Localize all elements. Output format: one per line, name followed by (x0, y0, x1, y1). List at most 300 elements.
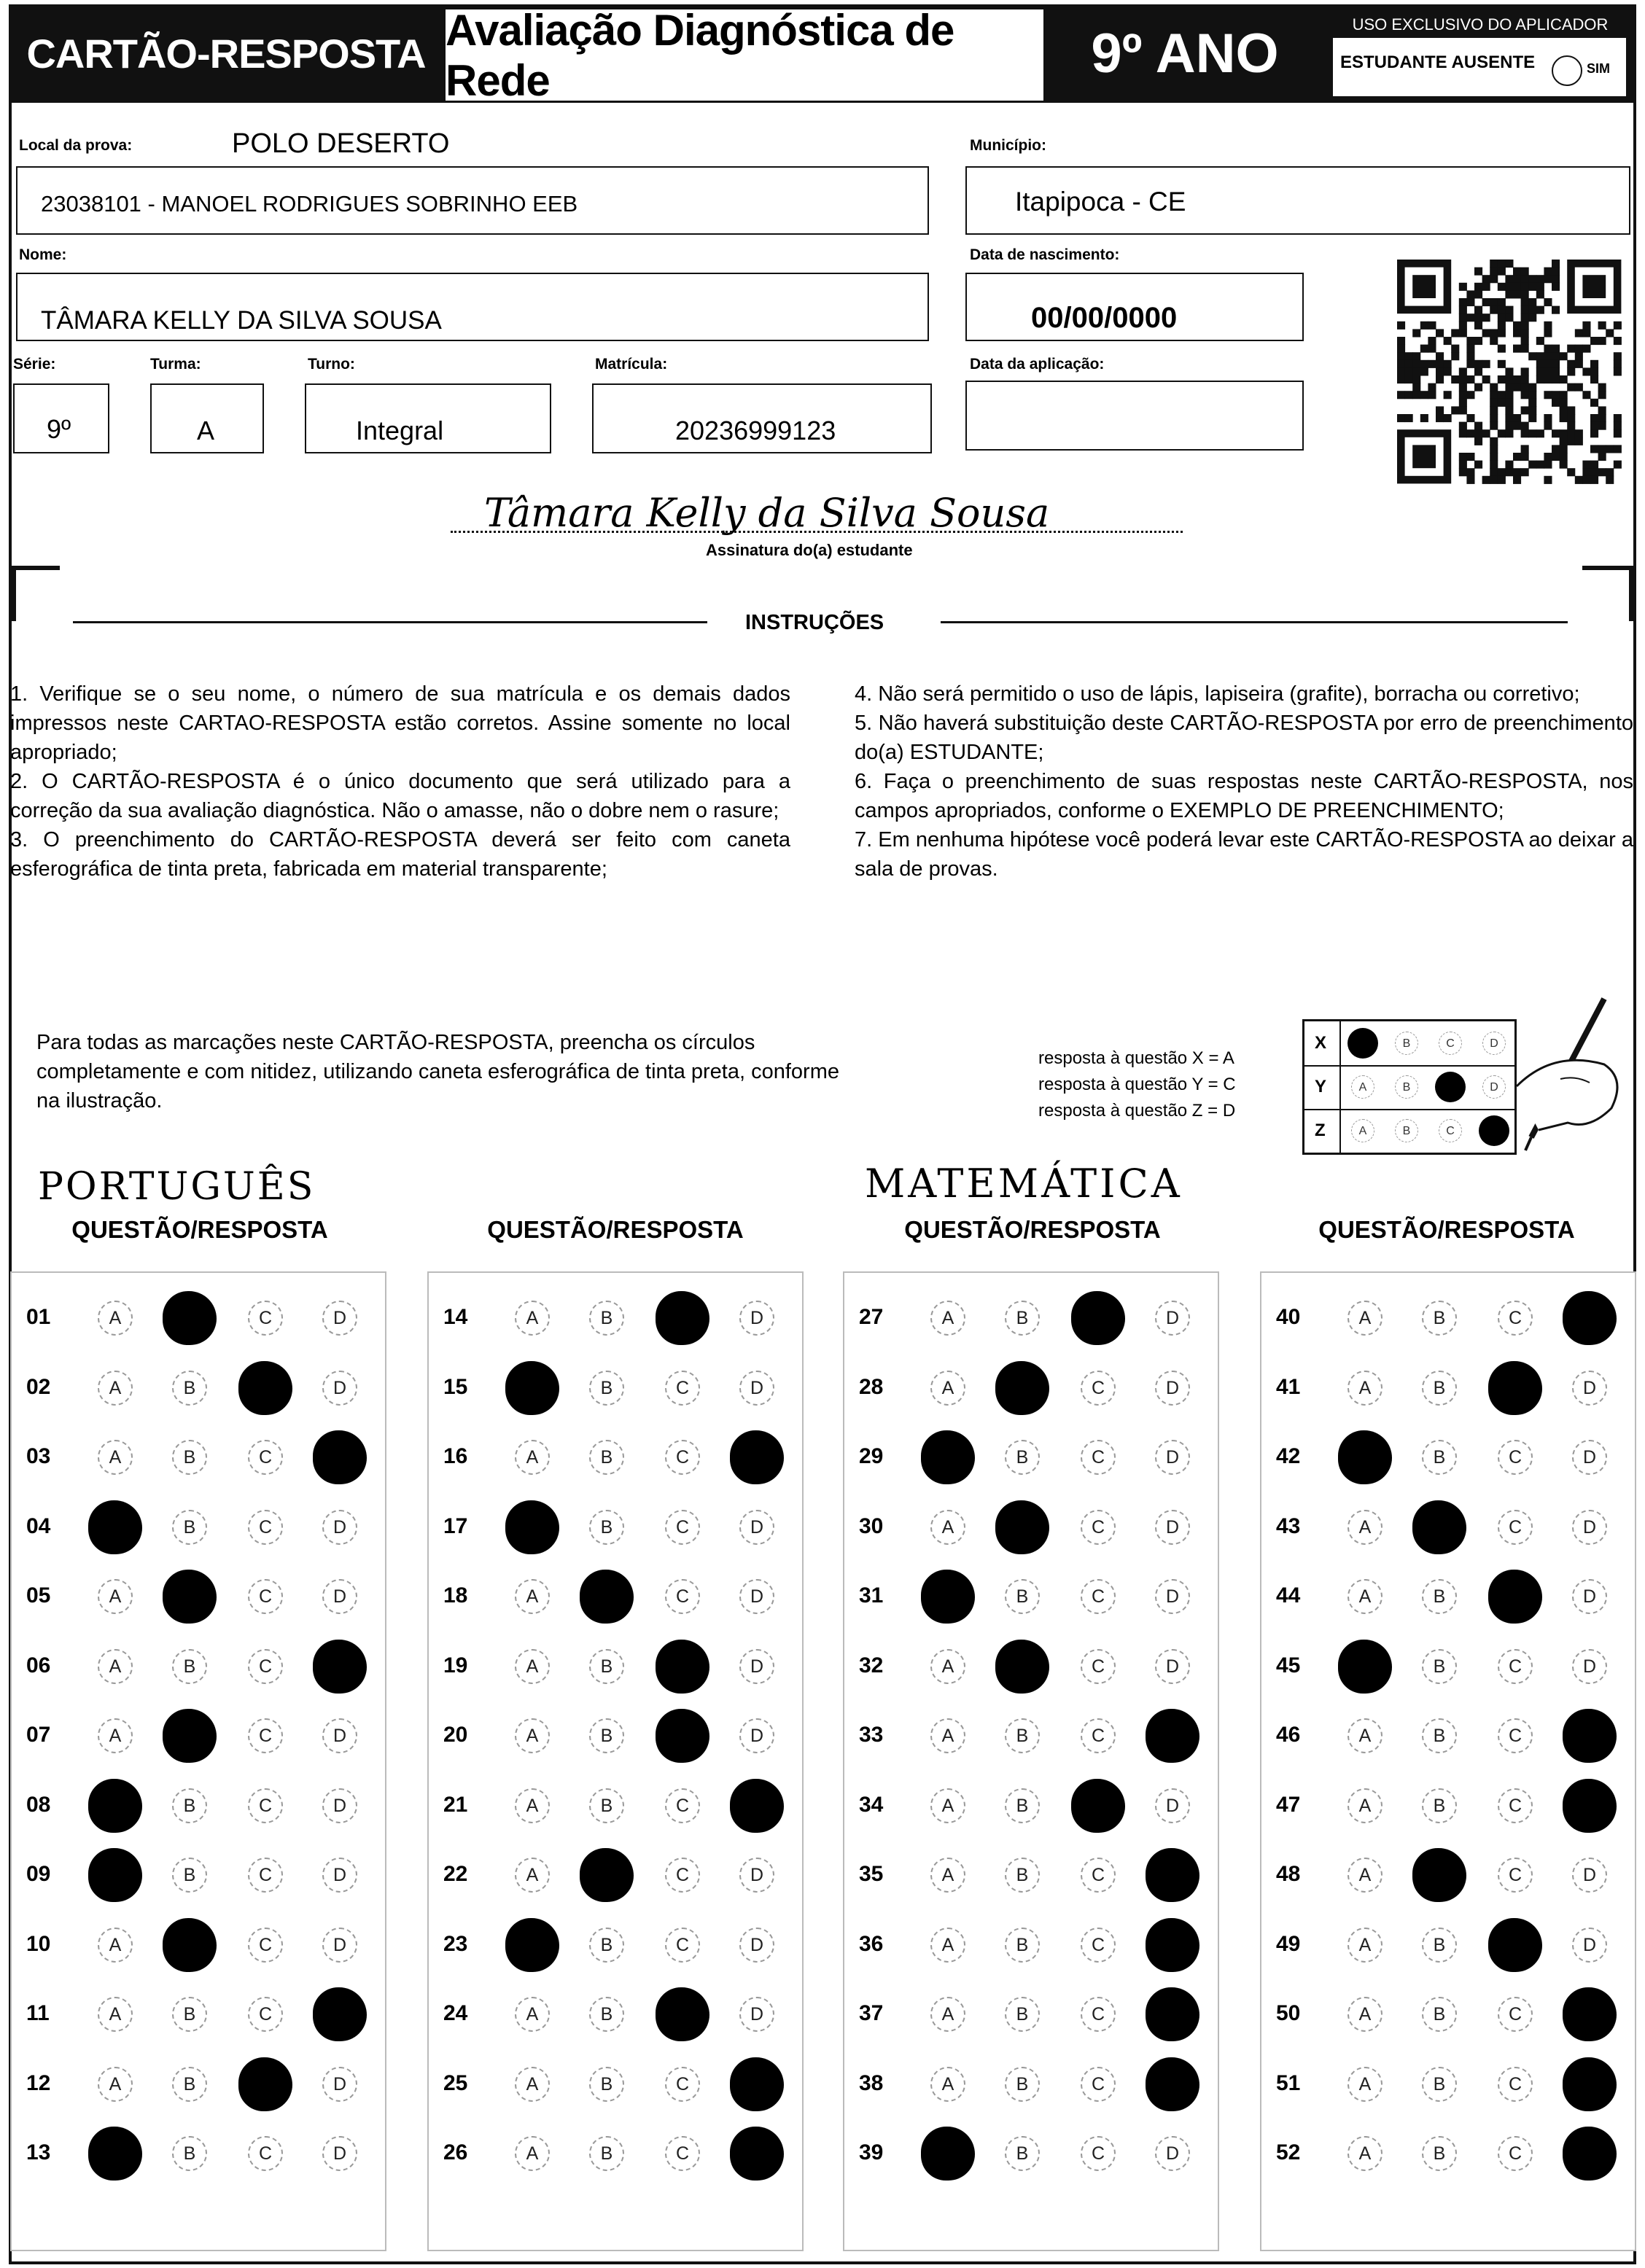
instruction-3: 3. O preenchimento do CARTÃO-RESPOSTA deverá ser feito com caneta esferográfica de tinta preta, fabricada em material transparente; (10, 828, 790, 881)
signature-label: Assinatura do(a) estudante (706, 541, 913, 559)
turma-label: Turma: (150, 356, 201, 373)
answer-bubble-a[interactable]: A (930, 1510, 965, 1545)
answer-bubble-a[interactable]: A (515, 1718, 550, 1753)
answer-bubble-b[interactable]: B (589, 1928, 624, 1963)
answer-bubble-b[interactable]: B (172, 1858, 207, 1893)
answer-bubble-d[interactable]: D (1572, 1649, 1607, 1684)
question-number: 02 (26, 1374, 51, 1399)
answer-bubble-a[interactable]: A (515, 1301, 550, 1336)
answer-bubble-c[interactable]: C (1498, 2136, 1533, 2171)
answer-bubble-c[interactable]: C (1081, 1579, 1116, 1614)
answer-bubble-a[interactable]: A (1348, 1371, 1382, 1406)
question-number: 11 (26, 2001, 50, 2025)
question-number: 23 (443, 1931, 468, 1956)
answer-bubble-a[interactable]: A (515, 1579, 550, 1614)
answer-bubble-c[interactable]: C (1498, 1649, 1533, 1684)
question-number: 04 (26, 1513, 51, 1538)
matricula-value: 20236999123 (675, 416, 836, 445)
question-number: 18 (443, 1583, 468, 1608)
answer-bubble-b[interactable]: B (1005, 1997, 1040, 2032)
example-captions (1038, 1045, 1236, 1124)
answer-bubble-a[interactable]: A (515, 1649, 550, 1684)
answer-bubble-d[interactable]: D (322, 1788, 357, 1823)
answer-bubble-c[interactable]: C (248, 1579, 283, 1614)
answer-bubble-c[interactable]: C (248, 1997, 283, 2032)
answer-bubble-a[interactable]: A (1348, 1858, 1382, 1893)
answer-bubble-a[interactable]: A (1338, 1430, 1392, 1484)
answer-bubble-a[interactable]: A (930, 1718, 965, 1753)
example-col-divider (1339, 1109, 1341, 1153)
answer-bubble-d[interactable]: D (322, 2067, 357, 2102)
answer-bubble-b[interactable]: B (172, 1997, 207, 2032)
answer-bubble-a[interactable]: A (1348, 1928, 1382, 1963)
answer-bubble-d[interactable]: D (730, 2127, 784, 2181)
answer-bubble-b[interactable]: B (1005, 1928, 1040, 1963)
answer-bubble-b[interactable]: B (589, 1788, 624, 1823)
answer-bubble-b[interactable]: B (589, 1718, 624, 1753)
answer-bubble-d[interactable]: D (730, 2057, 784, 2111)
answer-bubble-c[interactable]: C (656, 1709, 709, 1763)
turno-label: Turno: (308, 356, 355, 373)
answer-bubble-d[interactable]: D (1563, 2127, 1617, 2181)
instruction-6: 6. Faça o preenchimento de suas respostas neste CARTÃO-RESPOSTA, nos campos apropriados, conforme o EXEMPLO DE PREENCHIMENTO; (855, 770, 1633, 822)
answer-bubble-b[interactable]: B (1422, 1371, 1457, 1406)
answer-bubble-a[interactable]: A (515, 1997, 550, 2032)
example-row-divider (1304, 1065, 1514, 1067)
answer-bubble-d[interactable]: D (322, 2136, 357, 2171)
answer-bubble-d[interactable]: D (1572, 1858, 1607, 1893)
answer-bubble-a[interactable]: A (505, 1361, 559, 1415)
instruction-2: 2. O CARTÃO-RESPOSTA é o único documento que será utilizado para a correção da sua avaliação diagnóstica. Não o amasse, não o dobre nem o rasure; (10, 770, 790, 822)
answer-bubble-b[interactable]: B (995, 1361, 1049, 1415)
instructions-right (855, 679, 1633, 884)
nome-label: Nome: (19, 246, 67, 263)
answer-bubble-c[interactable]: C (656, 1291, 709, 1345)
question-number: 13 (26, 2140, 51, 2164)
answer-bubble-b[interactable]: B (589, 1510, 624, 1545)
question-number: 03 (26, 1444, 51, 1468)
answer-bubble-d[interactable]: D (322, 1858, 357, 1893)
answer-bubble-c[interactable]: C (1498, 1510, 1533, 1545)
answer-bubble-d[interactable]: D (1563, 1779, 1617, 1833)
answer-bubble-a[interactable]: A (930, 1649, 965, 1684)
answer-bubble-c[interactable]: C (248, 1649, 283, 1684)
answer-bubble-c[interactable]: C (1081, 2067, 1116, 2102)
question-number: 36 (859, 1931, 884, 1956)
example-row-label: X (1315, 1033, 1327, 1053)
answer-bubble-a[interactable]: A (88, 1779, 142, 1833)
question-number: 52 (1276, 2140, 1301, 2164)
answer-bubble-a[interactable]: A (921, 1570, 975, 1624)
question-number: 07 (26, 1723, 51, 1747)
answer-bubble-c[interactable]: C (656, 1987, 709, 2041)
instr-rule-left (73, 621, 707, 623)
answer-bubble-b[interactable]: B (995, 1500, 1049, 1554)
answer-bubble-d[interactable]: D (739, 1858, 774, 1893)
answer-bubble-c[interactable]: C (238, 1361, 292, 1415)
answer-bubble-b[interactable]: B (1422, 1649, 1457, 1684)
answer-bubble-a[interactable]: A (930, 1371, 965, 1406)
answer-bubble-a[interactable]: A (88, 1848, 142, 1902)
answer-bubble-c[interactable]: C (248, 1510, 283, 1545)
question-number: 34 (859, 1792, 884, 1817)
answer-bubble-b[interactable]: B (1422, 1718, 1457, 1753)
answer-bubble-b[interactable]: B (172, 2067, 207, 2102)
answer-bubble-d[interactable]: D (739, 1997, 774, 2032)
answer-bubble-a[interactable]: A (98, 1928, 133, 1963)
answer-bubble-a[interactable]: A (505, 1500, 559, 1554)
answer-bubble-d[interactable]: D (1155, 2136, 1190, 2171)
example-grid (1302, 1019, 1517, 1155)
answer-bubble-b[interactable]: B (172, 1788, 207, 1823)
answer-bubble-a[interactable]: A (88, 1500, 142, 1554)
answer-bubble-c[interactable]: C (1498, 2067, 1533, 2102)
answer-bubble-b[interactable]: B (589, 2136, 624, 2171)
answer-bubble-a[interactable]: A (1348, 1718, 1382, 1753)
answer-bubble-a[interactable]: A (98, 1718, 133, 1753)
answer-bubble-a[interactable]: A (930, 2067, 965, 2102)
answer-bubble-a[interactable]: A (1348, 2067, 1382, 2102)
answer-bubble-b[interactable]: B (589, 1440, 624, 1475)
answer-bubble-d[interactable]: D (739, 1928, 774, 1963)
answer-bubble-c[interactable]: C (1071, 1779, 1125, 1833)
answer-bubble-c[interactable]: C (248, 1301, 283, 1336)
answer-bubble-a[interactable]: A (921, 2127, 975, 2181)
answer-bubble-d[interactable]: D (322, 1579, 357, 1614)
question-number: 12 (26, 2070, 51, 2095)
answer-bubble-a[interactable]: A (1348, 1788, 1382, 1823)
answer-bubble-c[interactable]: C (665, 1371, 700, 1406)
fill-note: Para todas as marcações neste CARTÃO-RESPOSTA, preencha os círculos completamente e com nitidez, utilizando caneta esferográfica de tinta preta, conforme na ilustração. (36, 1031, 839, 1112)
answer-bubble-d[interactable]: D (1572, 1440, 1607, 1475)
answer-bubble-a[interactable]: A (1348, 1301, 1382, 1336)
answer-bubble-b[interactable]: B (1422, 1997, 1457, 2032)
answer-bubble-a[interactable]: A (98, 1301, 133, 1336)
school-value: 23038101 - MANOEL RODRIGUES SOBRINHO EEB (41, 191, 578, 217)
answer-bubble-b[interactable]: B (172, 1649, 207, 1684)
question-number: 45 (1276, 1653, 1301, 1677)
answer-bubble-d[interactable]: D (1563, 2057, 1617, 2111)
answer-bubble-d[interactable]: D (1572, 1510, 1607, 1545)
answer-bubble-a[interactable]: A (930, 1301, 965, 1336)
answer-bubble-d[interactable]: D (739, 1718, 774, 1753)
example-bubble-d: D (1482, 1075, 1506, 1099)
nascimento-label: Data de nascimento: (970, 246, 1120, 263)
frame-bottom (9, 2261, 1636, 2264)
answer-bubble-b[interactable]: B (589, 1649, 624, 1684)
answer-bubble-a[interactable]: A (515, 1858, 550, 1893)
question-number: 49 (1276, 1931, 1301, 1956)
answer-bubble-d[interactable]: D (1563, 1987, 1617, 2041)
answer-bubble-b[interactable]: B (1005, 1440, 1040, 1475)
question-number: 29 (859, 1444, 884, 1468)
answer-bubble-c[interactable]: C (1498, 1858, 1533, 1893)
answer-bubble-a[interactable]: A (930, 1788, 965, 1823)
instruction-7: 7. Em nenhuma hipótese você poderá levar este CARTÃO-RESPOSTA ao deixar a sala de provas. (855, 828, 1633, 881)
example-bubble-a: A (1351, 1075, 1374, 1099)
answer-bubble-c[interactable]: C (665, 1858, 700, 1893)
answer-bubble-b[interactable]: B (1005, 2067, 1040, 2102)
answer-bubble-d[interactable]: D (322, 1718, 357, 1753)
answer-bubble-a[interactable]: A (1348, 2136, 1382, 2171)
turno-value: Integral (356, 416, 444, 445)
answer-bubble-d[interactable]: D (1155, 1579, 1190, 1614)
answer-bubble-d[interactable]: D (322, 1301, 357, 1336)
answer-bubble-b[interactable]: B (589, 2067, 624, 2102)
answer-bubble-c[interactable]: C (665, 1788, 700, 1823)
answer-bubble-a[interactable]: A (515, 2067, 550, 2102)
answer-bubble-a[interactable]: A (515, 2136, 550, 2171)
answer-bubble-b[interactable]: B (1412, 1500, 1466, 1554)
answer-bubble-c[interactable]: C (1071, 1291, 1125, 1345)
column-header-3: QUESTÃO/RESPOSTA (904, 1216, 1161, 1243)
absent-checkbox[interactable] (1552, 55, 1582, 86)
answer-bubble-a[interactable]: A (1348, 1510, 1382, 1545)
answer-bubble-b[interactable]: B (172, 2136, 207, 2171)
answer-bubble-d[interactable]: D (739, 1579, 774, 1614)
example-bubble-c: C (1439, 1119, 1462, 1142)
aplicacao-box (965, 381, 1304, 451)
example-row-divider (1304, 1109, 1514, 1110)
answer-bubble-c[interactable]: C (665, 2067, 700, 2102)
answer-bubble-d[interactable]: D (322, 1928, 357, 1963)
absent-yes-label: SIM (1587, 61, 1611, 76)
exam-title: Avaliação Diagnóstica de Rede (443, 7, 1046, 103)
answer-bubble-b[interactable]: B (1422, 2136, 1457, 2171)
answer-bubble-a[interactable]: A (921, 1430, 975, 1484)
answer-bubble-b[interactable]: B (172, 1440, 207, 1475)
question-number: 06 (26, 1653, 51, 1677)
answer-bubble-d[interactable]: D (1155, 1649, 1190, 1684)
question-number: 38 (859, 2070, 884, 2095)
answer-bubble-b[interactable]: B (172, 1510, 207, 1545)
question-number: 08 (26, 1792, 51, 1817)
question-number: 47 (1276, 1792, 1301, 1817)
answer-bubble-c[interactable]: C (248, 1718, 283, 1753)
answer-bubble-a[interactable]: A (98, 2067, 133, 2102)
answer-bubble-b[interactable]: B (163, 1709, 217, 1763)
answer-bubble-d[interactable]: D (739, 1510, 774, 1545)
answer-bubble-c[interactable]: C (1488, 1918, 1542, 1972)
answer-bubble-d[interactable]: D (1155, 1788, 1190, 1823)
question-number: 10 (26, 1931, 51, 1956)
answer-bubble-c[interactable]: C (1081, 1858, 1116, 1893)
answer-bubble-d[interactable]: D (1155, 1510, 1190, 1545)
answer-bubble-b[interactable]: B (580, 1570, 634, 1624)
question-number: 20 (443, 1723, 468, 1747)
example-bubble-d: D (1482, 1032, 1506, 1055)
answer-bubble-d[interactable]: D (1572, 1928, 1607, 1963)
answer-bubble-c[interactable]: C (1081, 1371, 1116, 1406)
answer-bubble-a[interactable]: A (98, 1579, 133, 1614)
answer-bubble-d[interactable]: D (1572, 1579, 1607, 1614)
answer-bubble-b[interactable]: B (1005, 1301, 1040, 1336)
answer-bubble-b[interactable]: B (1422, 1579, 1457, 1614)
example-bubble-b: B (1395, 1032, 1418, 1055)
signature-line (451, 531, 1183, 533)
example-bubble-a: A (1351, 1119, 1374, 1142)
answer-bubble-a[interactable]: A (98, 1649, 133, 1684)
answer-bubble-a[interactable]: A (98, 1371, 133, 1406)
instruction-5: 5. Não haverá substituição deste CARTÃO-RESPOSTA por erro de preenchimento do(a) ESTUDANTE; (855, 712, 1633, 764)
answer-bubble-d[interactable]: D (313, 1430, 367, 1484)
example-col-divider (1339, 1021, 1341, 1065)
answer-bubble-d[interactable]: D (1146, 1918, 1199, 1972)
answer-bubble-a[interactable]: A (930, 1997, 965, 2032)
answer-bubble-d[interactable]: D (739, 1371, 774, 1406)
answer-bubble-b[interactable]: B (1422, 1301, 1457, 1336)
answer-bubble-a[interactable]: A (1348, 1579, 1382, 1614)
column-header-2: QUESTÃO/RESPOSTA (487, 1216, 744, 1243)
answer-bubble-c[interactable]: C (1488, 1361, 1542, 1415)
answer-bubble-a[interactable]: A (88, 2127, 142, 2181)
answer-bubble-a[interactable]: A (930, 1858, 965, 1893)
answer-bubble-c[interactable]: C (1498, 1997, 1533, 2032)
local-value: POLO DESERTO (232, 128, 450, 159)
question-number: 01 (26, 1305, 51, 1329)
answer-bubble-d[interactable]: D (739, 1301, 774, 1336)
example-caption-y: resposta à questão Y = C (1038, 1075, 1236, 1094)
answer-bubble-c[interactable]: C (238, 2057, 292, 2111)
answer-bubble-a[interactable]: A (515, 1788, 550, 1823)
answer-bubble-d[interactable]: D (1563, 1291, 1617, 1345)
answer-bubble-c[interactable]: C (665, 1579, 700, 1614)
answer-bubble-d[interactable]: D (1146, 2057, 1199, 2111)
answer-bubble-b[interactable]: B (995, 1640, 1049, 1694)
answer-bubble-c[interactable]: C (1081, 1718, 1116, 1753)
answer-bubble-a[interactable]: A (98, 1440, 133, 1475)
answer-bubble-b[interactable]: B (589, 1997, 624, 2032)
answer-bubble-c[interactable]: C (1498, 1788, 1533, 1823)
municipio-label: Município: (970, 137, 1046, 154)
answer-bubble-b[interactable]: B (1005, 2136, 1040, 2171)
answer-bubble-b[interactable]: B (1422, 2067, 1457, 2102)
card-title: CARTÃO-RESPOSTA (22, 4, 430, 103)
answer-bubble-c[interactable]: C (1081, 1997, 1116, 2032)
question-number: 44 (1276, 1583, 1301, 1608)
answer-bubble-a[interactable]: A (930, 1928, 965, 1963)
question-number: 05 (26, 1583, 51, 1608)
answer-bubble-d[interactable]: D (322, 1510, 357, 1545)
answer-bubble-c[interactable]: C (665, 1510, 700, 1545)
serie-label: Série: (13, 356, 56, 373)
answer-bubble-c[interactable]: C (248, 2136, 283, 2171)
answer-bubble-b[interactable]: B (589, 1371, 624, 1406)
answer-bubble-b[interactable]: B (163, 1918, 217, 1972)
answer-bubble-c[interactable]: C (248, 1858, 283, 1893)
answer-bubble-b[interactable]: B (1422, 1788, 1457, 1823)
answer-bubble-d[interactable]: D (1146, 1848, 1199, 1902)
answer-bubble-c[interactable]: C (1081, 2136, 1116, 2171)
question-number: 37 (859, 2001, 884, 2025)
instructions-title: INSTRUÇÕES (745, 611, 884, 634)
answer-bubble-c[interactable]: C (1081, 1928, 1116, 1963)
answer-bubble-d[interactable]: D (1155, 1440, 1190, 1475)
question-number: 43 (1276, 1513, 1301, 1538)
instr-rule-right (941, 621, 1568, 623)
question-number: 26 (443, 2140, 468, 2164)
answer-bubble-c[interactable]: C (1488, 1570, 1542, 1624)
answer-bubble-c[interactable]: C (248, 1928, 283, 1963)
example-caption-x: resposta à questão X = A (1038, 1048, 1234, 1068)
answer-bubble-b[interactable]: B (1005, 1718, 1040, 1753)
answer-bubble-b[interactable]: B (1005, 1858, 1040, 1893)
answer-bubble-c[interactable]: C (665, 2136, 700, 2171)
answer-bubble-b[interactable]: B (580, 1848, 634, 1902)
answer-bubble-c[interactable]: C (1081, 1649, 1116, 1684)
answer-bubble-c[interactable]: C (1498, 1718, 1533, 1753)
answer-bubble-b[interactable]: B (1005, 1788, 1040, 1823)
question-number: 35 (859, 1862, 884, 1886)
example-caption-z: resposta à questão Z = D (1038, 1101, 1236, 1121)
question-number: 41 (1276, 1374, 1301, 1399)
answer-bubble-a[interactable]: A (1348, 1997, 1382, 2032)
answer-bubble-b[interactable]: B (1422, 1928, 1457, 1963)
question-number: 15 (443, 1374, 468, 1399)
answer-bubble-a[interactable]: A (505, 1918, 559, 1972)
answer-bubble-d[interactable]: D (1146, 1987, 1199, 2041)
answer-bubble-b[interactable]: B (163, 1570, 217, 1624)
answer-bubble-c[interactable]: C (1081, 1510, 1116, 1545)
answer-bubble-c[interactable]: C (248, 1440, 283, 1475)
question-number: 48 (1276, 1862, 1301, 1886)
answer-bubble-c[interactable]: C (665, 1928, 700, 1963)
subject-matematica: MATEMÁTICA (865, 1161, 1183, 1207)
answer-bubble-a[interactable]: A (98, 1997, 133, 2032)
answer-bubble-d[interactable]: D (1146, 1709, 1199, 1763)
question-number: 33 (859, 1723, 884, 1747)
question-number: 42 (1276, 1444, 1301, 1468)
answer-bubble-d[interactable]: D (730, 1430, 784, 1484)
answer-bubble-b[interactable]: B (589, 1301, 624, 1336)
answer-bubble-d[interactable]: D (739, 1649, 774, 1684)
answer-bubble-b[interactable]: B (1005, 1579, 1040, 1614)
answer-bubble-d[interactable]: D (1572, 1371, 1607, 1406)
example-row-label: Y (1315, 1077, 1327, 1096)
answer-bubble-b[interactable]: B (1422, 1440, 1457, 1475)
example-bubble-d: D (1479, 1115, 1509, 1146)
matricula-label: Matrícula: (595, 356, 668, 373)
question-number: 22 (443, 1862, 468, 1886)
answer-bubble-c[interactable]: C (248, 1788, 283, 1823)
turma-value: A (197, 416, 215, 445)
answer-bubble-d[interactable]: D (322, 1371, 357, 1406)
answer-bubble-d[interactable]: D (313, 1987, 367, 2041)
instruction-4: 4. Não será permitido o uso de lápis, lapiseira (grafite), borracha ou corretivo; (855, 682, 1580, 706)
aplicacao-label: Data da aplicação: (970, 356, 1105, 373)
answer-bubble-c[interactable]: C (1498, 1301, 1533, 1336)
answer-bubble-d[interactable]: D (1155, 1301, 1190, 1336)
example-col-divider (1339, 1065, 1341, 1109)
answer-bubble-d[interactable]: D (1563, 1709, 1617, 1763)
answer-bubble-d[interactable]: D (313, 1640, 367, 1694)
answer-bubble-c[interactable]: C (656, 1640, 709, 1694)
answer-bubble-c[interactable]: C (1081, 1440, 1116, 1475)
answer-bubble-b[interactable]: B (1412, 1848, 1466, 1902)
question-number: 21 (443, 1792, 468, 1817)
answer-bubble-c[interactable]: C (1498, 1440, 1533, 1475)
column-header-1: QUESTÃO/RESPOSTA (71, 1216, 328, 1243)
answer-bubble-a[interactable]: A (515, 1440, 550, 1475)
answer-bubble-b[interactable]: B (163, 1291, 217, 1345)
answer-bubble-d[interactable]: D (730, 1779, 784, 1833)
question-number: 46 (1276, 1723, 1301, 1747)
answer-bubble-d[interactable]: D (1155, 1371, 1190, 1406)
answer-bubble-a[interactable]: A (1338, 1640, 1392, 1694)
question-number: 32 (859, 1653, 884, 1677)
answer-bubble-c[interactable]: C (665, 1440, 700, 1475)
answer-bubble-b[interactable]: B (172, 1371, 207, 1406)
